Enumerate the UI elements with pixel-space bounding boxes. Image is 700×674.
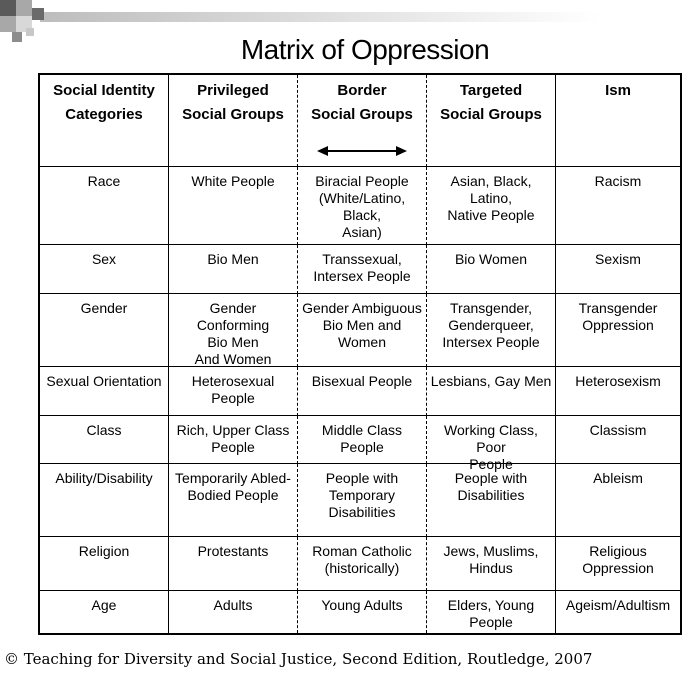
cell-text: Genderqueer, [448, 317, 534, 333]
cell-text: Bisexual People [311, 373, 413, 389]
table-cell-category [40, 167, 169, 245]
header-ism [556, 75, 680, 167]
cell-text: Class [86, 422, 122, 438]
oppression-matrix-table [38, 73, 682, 635]
cell-text: Bodied People [187, 487, 279, 503]
table-cell-category [40, 245, 169, 294]
cell-text: Transgender, [450, 300, 532, 316]
cell-text: Rich, Upper Class [176, 422, 290, 438]
table-cell-category [40, 367, 169, 416]
cell-text: And Women [194, 351, 272, 367]
table-cell-privileged [169, 367, 298, 416]
double-arrow-icon [317, 145, 407, 157]
cell-text: People [469, 614, 513, 630]
table-cell-ism [556, 464, 680, 537]
cell-text: Oppression [582, 560, 654, 576]
cell-text: Classism [589, 422, 647, 438]
table-cell-ism [556, 245, 680, 294]
cell-text: Gender Conforming [196, 300, 270, 333]
cell-text: (White/Latino, Black, [318, 190, 406, 223]
cell-text: Sexual Orientation [46, 373, 162, 389]
cell-text: Ableism [593, 470, 643, 486]
cell-text: Bio Men [207, 251, 259, 267]
cell-text: Protestants [197, 543, 269, 559]
cell-text: (historically) [324, 560, 400, 576]
table-cell-privileged [169, 245, 298, 294]
header-text: Social Identity [53, 82, 155, 99]
cell-text: Jews, Muslims, [443, 543, 539, 559]
table-cell-privileged [169, 537, 298, 591]
cell-text: Sex [91, 251, 117, 267]
table-cell-ism [556, 591, 680, 633]
header-text: Social Groups [311, 106, 413, 123]
cell-text: Ageism/Adultism [565, 597, 671, 613]
cell-text: Heterosexism [575, 373, 661, 389]
table-cell-ism [556, 167, 680, 245]
cell-text: People [211, 439, 255, 455]
cell-text: Working Class, Poor [444, 422, 538, 455]
cell-text: Asian, Black, Latino, [450, 173, 532, 206]
cell-text: Intersex People [442, 334, 540, 350]
page-title: Matrix of Oppression [240, 34, 490, 65]
copyright-footer: © Teaching for Diversity and Social Justice, Second Edition, Routledge, 2007 [4, 650, 593, 668]
table-cell-privileged [169, 294, 298, 367]
cell-text: Religion [78, 543, 130, 559]
table-cell-targeted [427, 294, 556, 367]
cell-text: Bio Men [207, 334, 259, 350]
table-cell-category [40, 416, 169, 464]
cell-text: Intersex People [313, 268, 411, 284]
cell-text: Temporary [328, 487, 396, 503]
cell-text: Bio Men and Women [322, 317, 402, 350]
table-cell-border [298, 294, 427, 367]
cell-text: Elders, Young [447, 597, 535, 613]
table-cell-border [298, 167, 427, 245]
cell-text: Gender Ambiguous [302, 300, 422, 316]
cell-text: Transgender [578, 300, 658, 316]
header-category [40, 75, 169, 167]
table-cell-targeted [427, 537, 556, 591]
cell-text: Middle Class People [321, 422, 403, 455]
table-cell-ism [556, 367, 680, 416]
cell-text: Oppression [582, 317, 654, 333]
cell-text: Racism [594, 173, 642, 189]
cell-text: Ability/Disability [55, 470, 153, 486]
header-privileged [169, 75, 298, 167]
cell-text: Adults [213, 597, 253, 613]
table-cell-category [40, 294, 169, 367]
cell-text: Race [87, 173, 121, 189]
table-cell-privileged [169, 591, 298, 633]
header-text: Categories [65, 106, 143, 123]
table-cell-border [298, 416, 427, 464]
table-cell-border [298, 537, 427, 591]
table-cell-border [298, 367, 427, 416]
table-cell-targeted [427, 167, 556, 245]
header-text: Targeted [459, 82, 523, 99]
table-cell-ism [556, 537, 680, 591]
table-cell-targeted [427, 245, 556, 294]
cell-text: Biracial People [315, 173, 409, 189]
cell-text: People with [325, 470, 399, 486]
cell-text: Young Adults [321, 597, 403, 613]
table-cell-category [40, 591, 169, 633]
cell-text: Bio Women [454, 251, 528, 267]
table-cell-targeted [427, 591, 556, 633]
cell-text: White People [191, 173, 275, 189]
header-text: Social Groups [182, 106, 284, 123]
table-cell-category [40, 537, 169, 591]
cell-text: Lesbians, Gay Men [430, 373, 552, 389]
header-text: Social Groups [440, 106, 542, 123]
header-text: Ism [605, 82, 631, 99]
header-text: Border [337, 82, 387, 99]
cell-text: Religious [589, 543, 647, 559]
header-text: Privileged [197, 82, 269, 99]
cell-text: People with [454, 470, 528, 486]
cell-text: Age [91, 597, 117, 613]
table-cell-category [40, 464, 169, 537]
table-cell-targeted [427, 367, 556, 416]
cell-text: Disabilities [457, 487, 525, 503]
cell-text: Hindus [469, 560, 513, 576]
cell-text: People [469, 456, 513, 472]
cell-text: Temporarily Abled- [175, 470, 291, 486]
table-cell-ism [556, 294, 680, 367]
table-cell-privileged [169, 464, 298, 537]
table-cell-privileged [169, 167, 298, 245]
cell-text: Asian) [342, 224, 382, 240]
table-cell-ism [556, 416, 680, 464]
table-cell-privileged [169, 416, 298, 464]
header-targeted [427, 75, 556, 167]
table-cell-targeted [427, 416, 556, 472]
cell-text: Disabilities [328, 504, 396, 520]
table-cell-border [298, 591, 427, 633]
table-cell-border [298, 245, 427, 294]
cell-text: Gender [80, 300, 128, 316]
cell-text: Sexism [595, 251, 641, 267]
cell-text: Roman Catholic [312, 543, 412, 559]
table-cell-targeted [427, 464, 556, 537]
table-cell-border [298, 464, 427, 537]
header-border [298, 75, 427, 167]
cell-text: Heterosexual People [191, 373, 275, 406]
cell-text: Native People [447, 207, 535, 223]
cell-text: Transsexual, [322, 251, 402, 267]
